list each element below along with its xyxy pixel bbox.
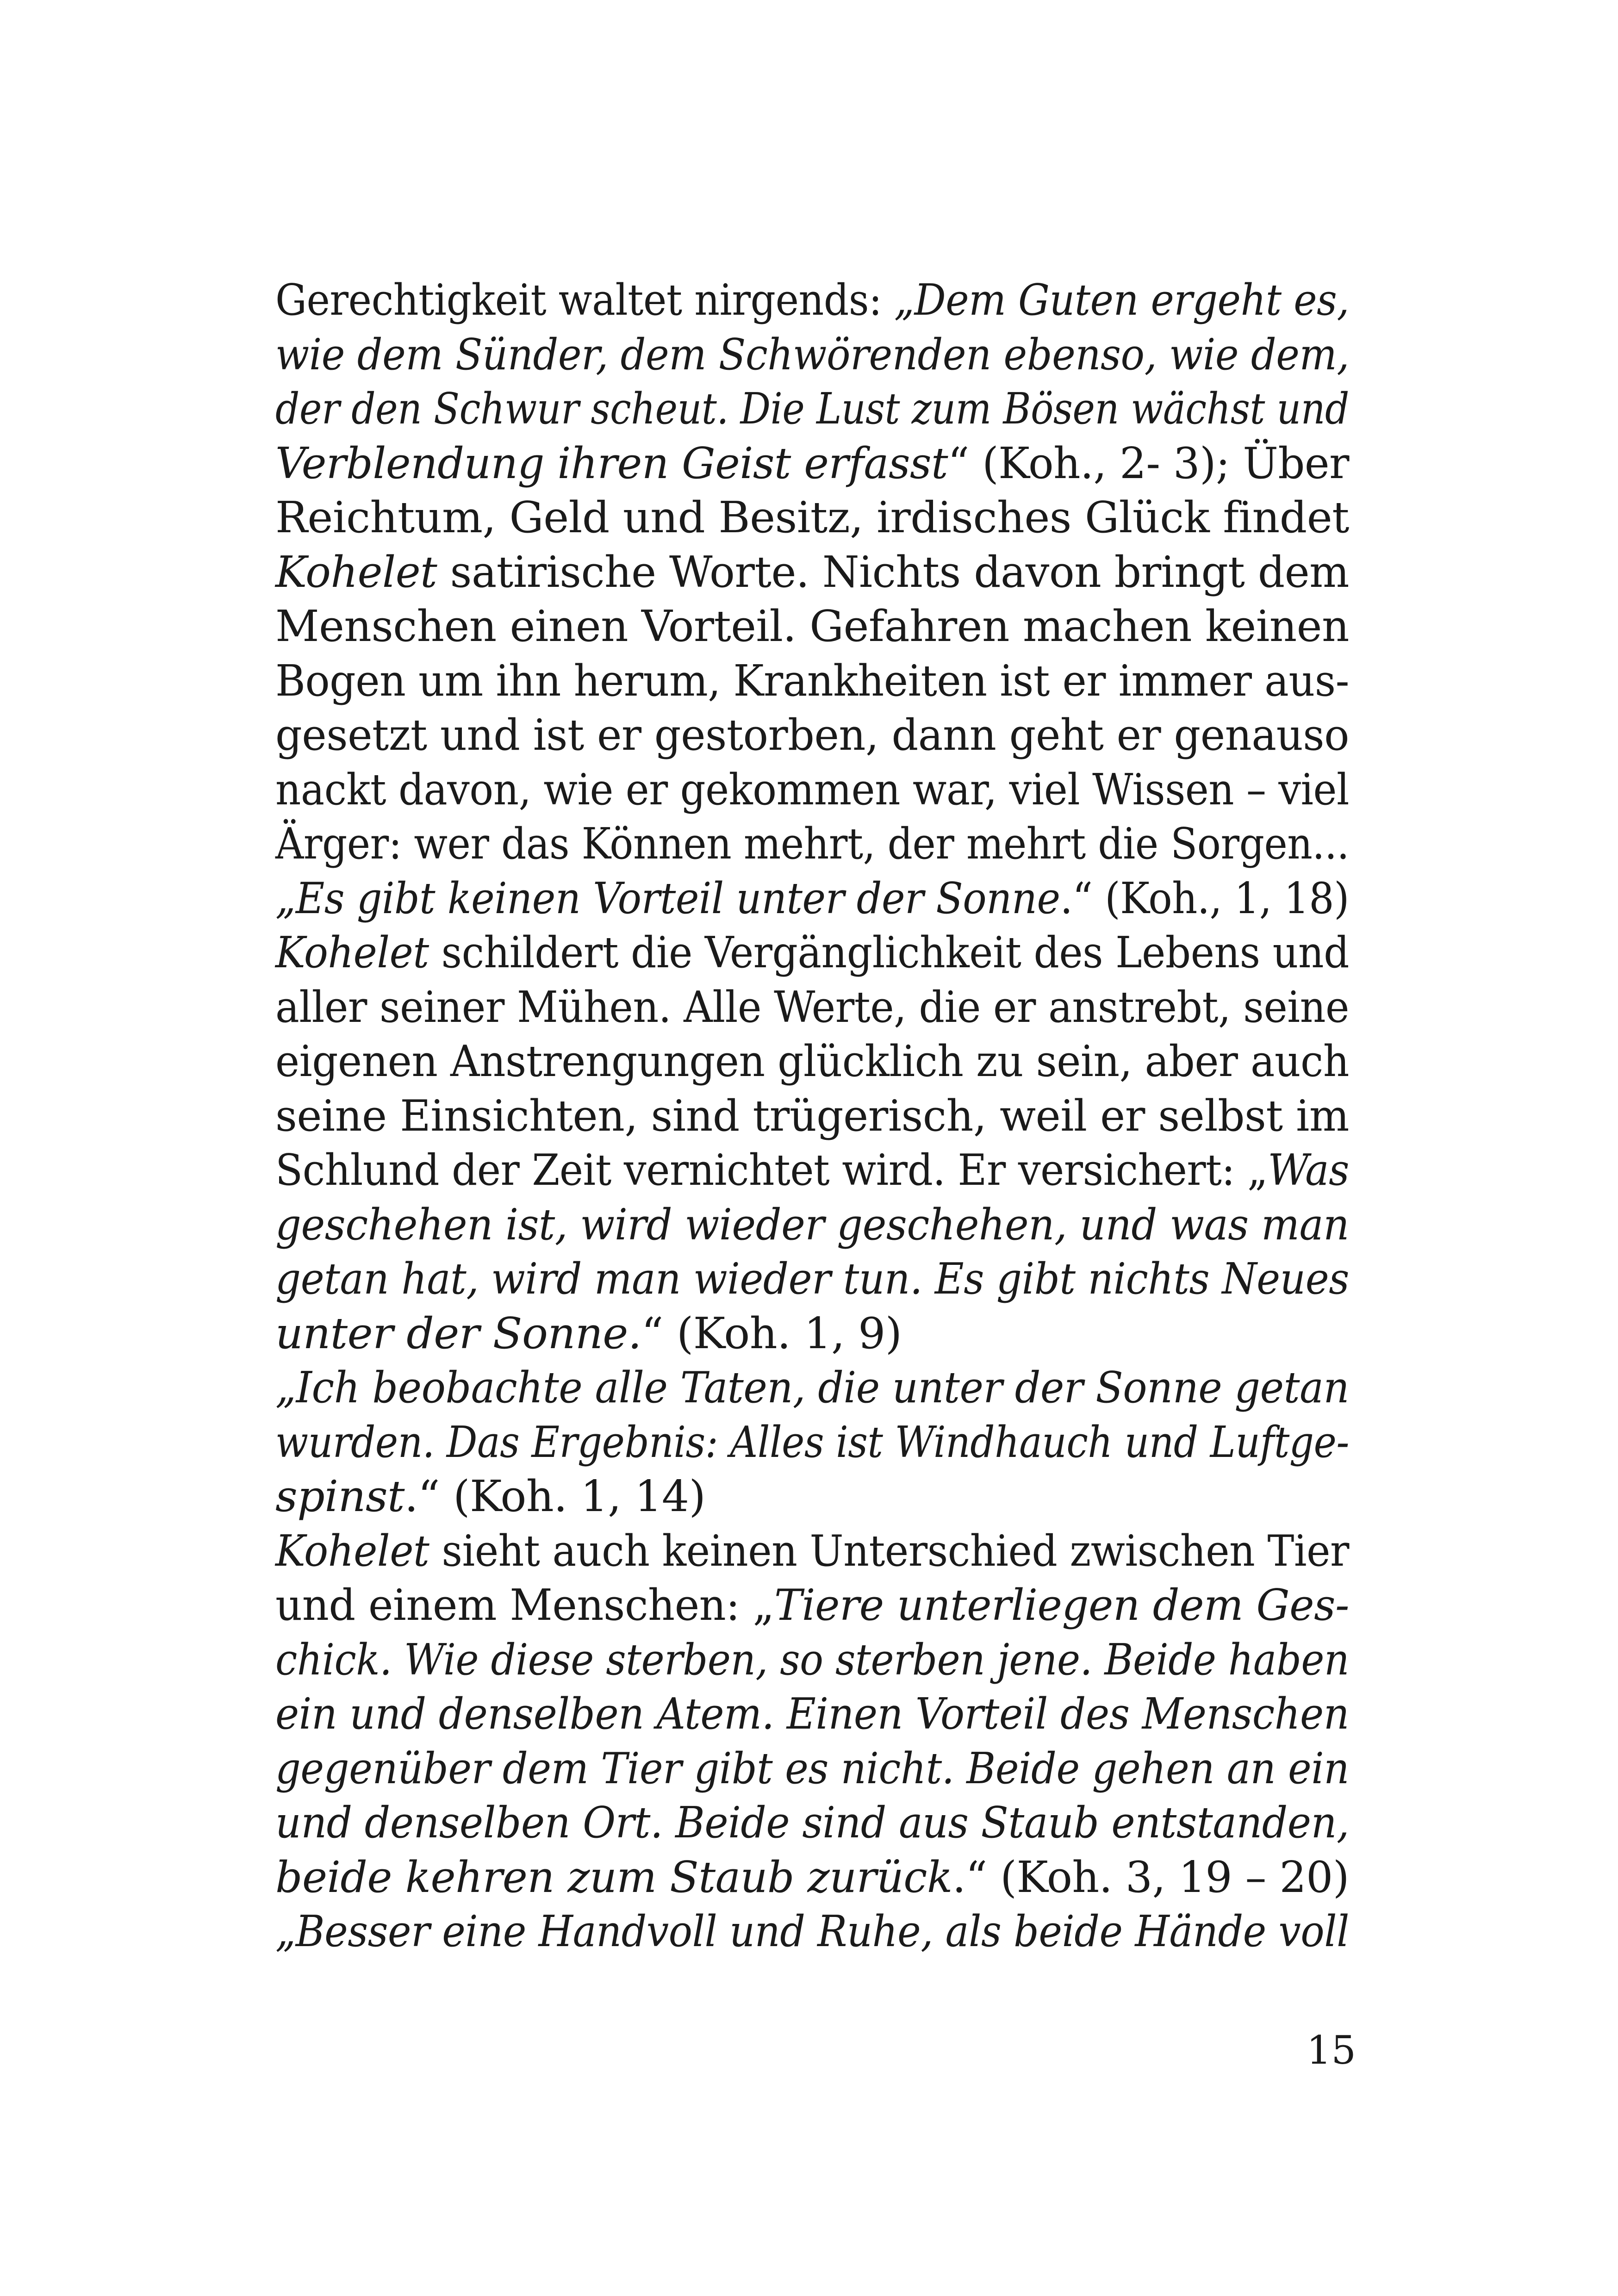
text-line [275, 1850, 1349, 1905]
text-segment: Bogen um ihn herum, Krankheiten ist er immer aus- [275, 655, 1349, 706]
text-line [275, 1034, 1349, 1089]
italic-text: „Dem Guten ergeht es, [894, 275, 1349, 325]
text-line [275, 1524, 1349, 1579]
text-line [275, 545, 1349, 600]
page-number: 15 [1307, 2028, 1356, 2073]
text-segment: und einem Menschen: „ [275, 1580, 774, 1630]
italic-text: wurden. Das Ergebnis: Alles ist Windhauch und Luftge- [275, 1417, 1349, 1467]
text-line [275, 1307, 1349, 1361]
text-line [275, 491, 1349, 545]
text-line [275, 1796, 1349, 1850]
italic-text: getan hat, wird man wieder tun. Es gibt nichts Neues [275, 1254, 1349, 1304]
text-line [275, 1361, 1349, 1415]
text-line [275, 817, 1349, 871]
text-line [275, 980, 1349, 1035]
italic-text: „Es gibt keinen Vorteil unter der Sonne [275, 873, 1060, 923]
text-line [275, 1904, 1349, 1959]
text-segment: seine Einsichten, sind trügerisch, weil er selbst im [275, 1090, 1349, 1141]
italic-text: Kohelet [275, 547, 437, 597]
italic-text: Was [1268, 1145, 1349, 1195]
text-line [275, 1252, 1349, 1307]
text-line [275, 871, 1349, 926]
italic-text: Kohelet [275, 1525, 429, 1576]
text-segment: schildert die Vergänglichkeit des Lebens und [429, 927, 1350, 977]
text-segment: .“ (Koh. 3, 19 – 20) [952, 1852, 1349, 1902]
italic-text: und denselben Ort. Beide sind aus Staub entstanden, [275, 1798, 1349, 1848]
text-line [275, 1198, 1349, 1252]
text-segment: eigenen Anstrengungen glücklich zu sein, aber auch [275, 1036, 1349, 1086]
text-line [275, 599, 1349, 654]
italic-text: gegenüber dem Tier gibt es nicht. Beide gehen an ein [275, 1743, 1349, 1793]
italic-text: spinst [275, 1471, 404, 1521]
italic-text: Verblendung ihren Geist erfasst [275, 438, 948, 488]
text-line [275, 763, 1349, 817]
italic-text: der den Schwur scheut. Die Lust zum Bösen wächst und [275, 384, 1349, 434]
text-line [275, 1089, 1349, 1144]
text-line [275, 1578, 1349, 1633]
body-text [275, 273, 1349, 1959]
text-line [275, 273, 1349, 328]
italic-text: chick. Wie diese sterben, so sterben jene. Beide haben [275, 1634, 1349, 1685]
text-line [275, 1742, 1349, 1796]
italic-text: „Besser eine Handvoll und Ruhe, als beide Hände voll [275, 1906, 1349, 1956]
text-segment: .“ (Koh. 1, 14) [404, 1471, 706, 1521]
text-segment: nackt davon, wie er gekommen war, viel Wissen – viel [275, 764, 1349, 815]
text-segment: Schlund der Zeit vernichtet wird. Er versichert: „ [275, 1145, 1268, 1195]
text-line [275, 1687, 1349, 1742]
text-segment: Gerechtigkeit waltet nirgends: [275, 275, 894, 325]
text-segment: gesetzt und ist er gestorben, dann geht er genauso [275, 710, 1349, 760]
italic-text: ein und denselben Atem. Einen Vorteil des Menschen [275, 1689, 1349, 1739]
text-segment: Reichtum, Geld und Besitz, irdisches Glück findet [275, 492, 1349, 542]
text-segment: satirische Worte. Nichts davon bringt dem [437, 547, 1350, 597]
text-segment: Menschen einen Vorteil. Gefahren machen keinen [275, 601, 1349, 651]
text-segment: Ärger: wer das Können mehrt, der mehrt die Sorgen... [275, 819, 1349, 869]
italic-text: unter der Sonne. [275, 1308, 641, 1358]
text-segment: “ (Koh. 1, 9) [641, 1308, 902, 1358]
text-segment: .“ (Koh., 1, 18) [1060, 873, 1349, 923]
italic-text: „Ich beobachte alle Taten, die unter der Sonne getan [275, 1363, 1349, 1412]
text-line [275, 1143, 1349, 1198]
text-line [275, 1415, 1349, 1470]
text-segment: “ (Koh., 2- 3); Über [948, 438, 1349, 488]
text-line [275, 1633, 1349, 1687]
text-line [275, 708, 1349, 763]
text-line [275, 1469, 1349, 1524]
italic-text: geschehen ist, wird wieder geschehen, und was man [275, 1199, 1349, 1250]
italic-text: Tiere unterliegen dem Ges- [774, 1580, 1349, 1630]
text-line [275, 926, 1349, 980]
italic-text: beide kehren zum Staub zurück [275, 1852, 952, 1902]
italic-text: Kohelet [275, 927, 429, 977]
text-segment: aller seiner Mühen. Alle Werte, die er anstrebt, seine [275, 982, 1349, 1032]
italic-text: wie dem Sünder, dem Schwörenden ebenso, wie dem, [275, 329, 1349, 380]
text-line [275, 382, 1349, 436]
text-line [275, 436, 1349, 491]
text-line [275, 654, 1349, 709]
text-line [275, 328, 1349, 382]
text-segment: sieht auch keinen Unterschied zwischen Tier [429, 1525, 1349, 1576]
